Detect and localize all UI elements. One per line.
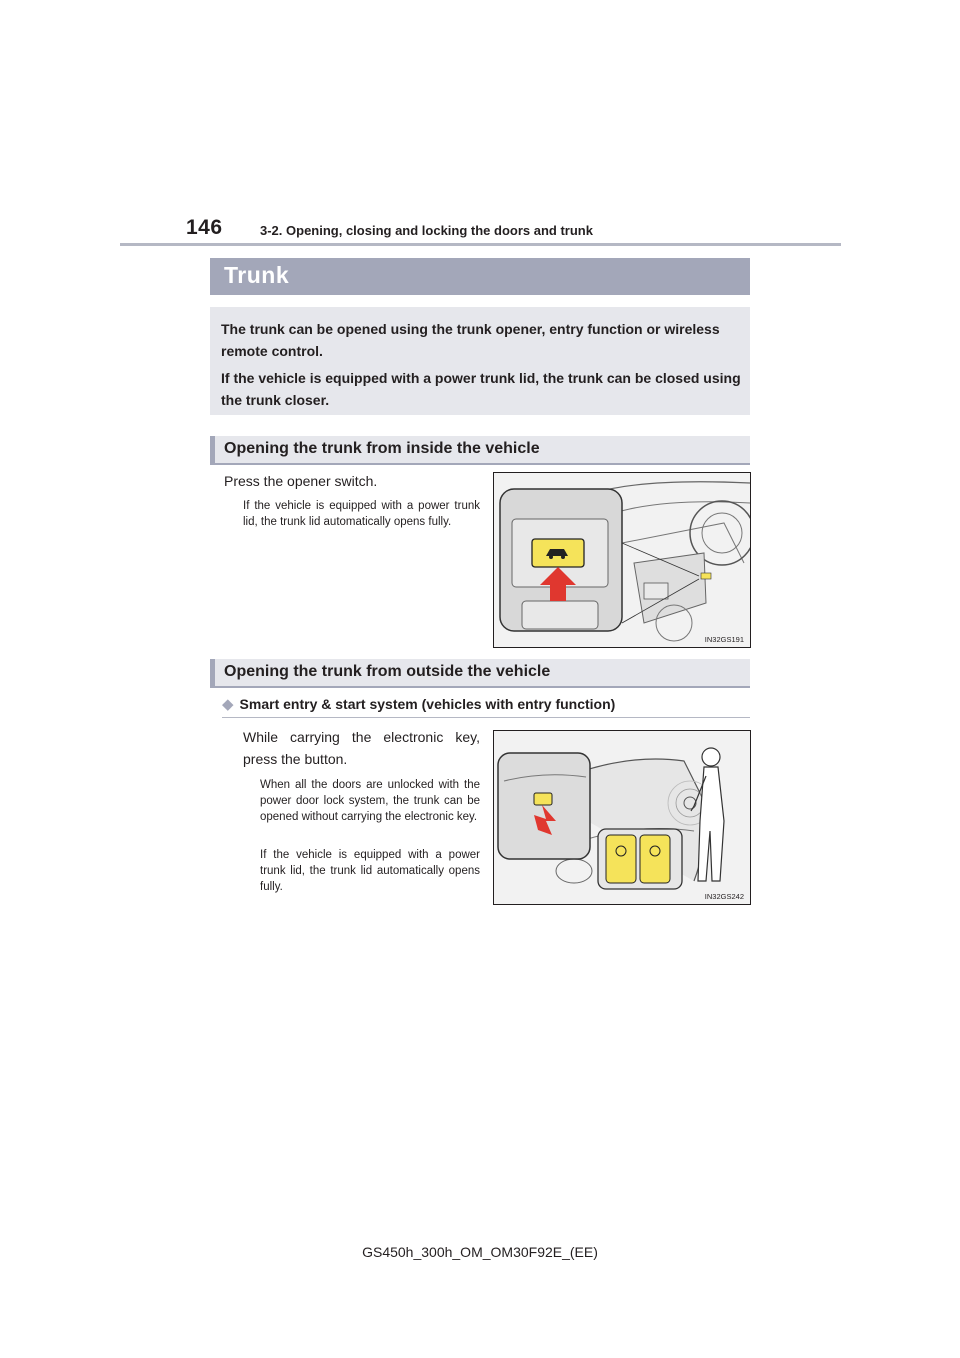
footer-document-code: GS450h_300h_OM_OM30F92E_(EE) — [362, 1244, 598, 1260]
outside-section-heading — [210, 659, 750, 688]
intro-paragraph-2: If the vehicle is equipped with a power trunk lid, the trunk can be closed using the trunk closer. — [221, 370, 741, 408]
page-number: 146 — [186, 216, 223, 239]
section-header: 3-2. Opening, closing and locking the doors and trunk — [260, 223, 593, 238]
inside-heading-text: Opening the trunk from inside the vehicle — [224, 440, 540, 457]
outside-figure-code: IN32GS242 — [704, 892, 744, 901]
inside-instruction: Press the opener switch. — [224, 473, 378, 489]
smart-entry-subheading-text: Smart entry & start system (vehicles with entry function) — [239, 696, 616, 712]
diamond-bullet-icon: ◆ — [222, 696, 234, 713]
intro-box — [210, 307, 750, 415]
title-banner — [210, 258, 750, 295]
inside-opener-illustration — [493, 472, 751, 648]
outside-opener-illustration — [493, 730, 751, 905]
inside-section-heading — [210, 436, 750, 465]
page-title: Trunk — [224, 262, 290, 288]
outside-instruction: While carrying the electronic key, press the button. — [243, 729, 480, 767]
smart-entry-subheading — [222, 695, 615, 713]
exterior-trunk-drawing — [494, 731, 750, 904]
interior-dashboard-drawing — [494, 473, 750, 647]
subheading-rule — [222, 717, 750, 718]
outside-note-1: When all the doors are unlocked with the power door lock system, the trunk can be opened without carrying the electronic key. — [260, 779, 480, 823]
inside-note: If the vehicle is equipped with a power trunk lid, the trunk lid automatically opens fully. — [243, 500, 480, 528]
outside-note-2: If the vehicle is equipped with a power trunk lid, the trunk lid automatically opens fully. — [260, 849, 480, 893]
header-rule — [120, 243, 841, 246]
outside-heading-text: Opening the trunk from outside the vehicle — [224, 663, 551, 680]
intro-paragraph-1: The trunk can be opened using the trunk opener, entry function or wireless remote control. — [221, 321, 720, 359]
inside-figure-code: IN32GS191 — [704, 635, 744, 644]
